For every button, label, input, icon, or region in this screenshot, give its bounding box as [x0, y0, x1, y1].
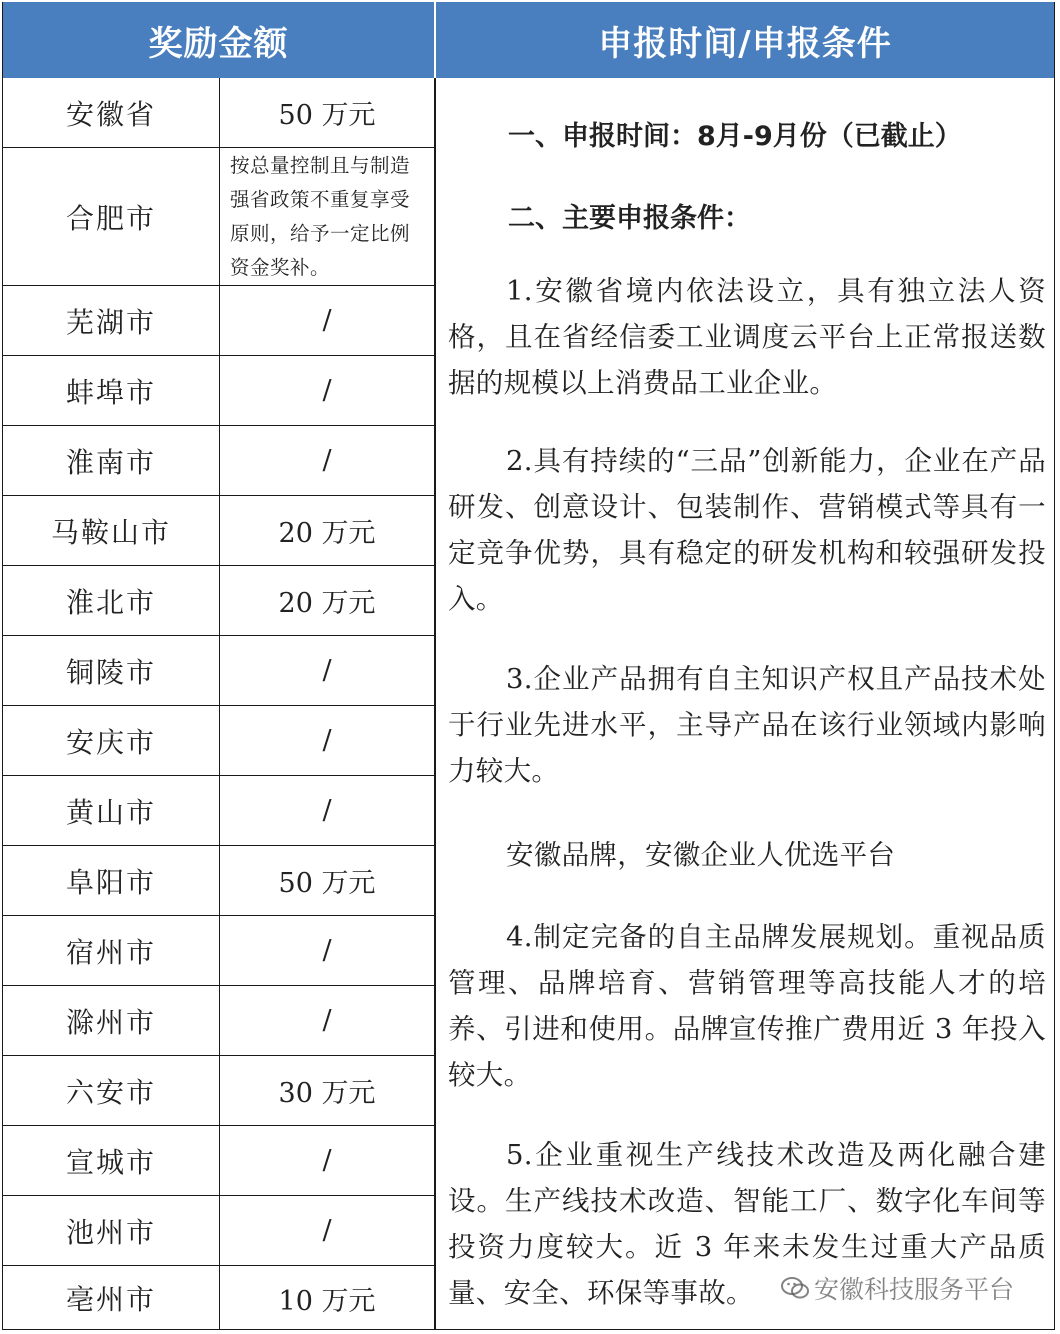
- amount-cell: /: [322, 795, 332, 826]
- condition-item-4: 4.制定完备的自主品牌发展规划。重视品质管理、品牌培育、营销管理等高技能人才的培养、引进和使用。品牌宣传推广费用近 3 年投入较大。: [448, 921, 1046, 1091]
- table-row: [3, 706, 434, 776]
- city-cell: 芜湖市: [3, 286, 220, 355]
- city-cell: 安庆市: [3, 706, 220, 775]
- table-row: [3, 356, 434, 426]
- amount-cell: /: [322, 305, 332, 336]
- table-row: [3, 1196, 434, 1266]
- amount-cell: 按总量控制且与制造强省政策不重复享受原则，给予一定比例资金奖补。: [230, 153, 411, 279]
- city-cell: 黄山市: [3, 776, 220, 845]
- table-row: [3, 916, 434, 986]
- city-cell: 阜阳市: [3, 846, 220, 915]
- condition-item-3: 3.企业产品拥有自主知识产权且产品技术处于行业先进水平，主导产品在该行业领域内影响力较大。: [448, 663, 1046, 787]
- table-row: [3, 566, 434, 636]
- amount-cell: 10 万元: [278, 1285, 376, 1317]
- amount-cell: /: [322, 935, 332, 966]
- city-cell: 蚌埠市: [3, 356, 220, 425]
- city-cell: 池州市: [3, 1196, 220, 1265]
- city-cell: 亳州市: [3, 1266, 220, 1330]
- table-row: [3, 1056, 434, 1126]
- city-cell: 铜陵市: [3, 636, 220, 705]
- table-row: [3, 148, 434, 286]
- amount-cell: 20 万元: [278, 588, 376, 619]
- application-time-heading: 一、申报时间：8月-9月份（已截止）: [508, 121, 962, 152]
- city-cell: 六安市: [3, 1056, 220, 1125]
- amount-cell: /: [322, 1145, 332, 1176]
- watermark: [780, 1270, 1014, 1306]
- header-application-time-conditions: 申报时间/申报条件: [436, 2, 1054, 78]
- amount-cell: /: [322, 375, 332, 406]
- city-cell: 淮南市: [3, 426, 220, 495]
- main-conditions-heading: 二、主要申报条件：: [508, 203, 751, 234]
- table-row: [3, 286, 434, 356]
- city-cell: 宣城市: [3, 1126, 220, 1195]
- city-cell: 宿州市: [3, 916, 220, 985]
- table-row: [3, 426, 434, 496]
- table-row: [3, 1266, 434, 1330]
- table-row: [3, 776, 434, 846]
- amount-cell: /: [322, 1215, 332, 1246]
- city-cell: 滁州市: [3, 986, 220, 1055]
- watermark-text: 安徽科技服务平台: [814, 1275, 1015, 1304]
- city-cell: 马鞍山市: [3, 496, 220, 565]
- brand-slogan: 安徽品牌，安徽企业人优选平台: [506, 839, 896, 871]
- table-row: [3, 846, 434, 916]
- amount-cell: 20 万元: [278, 518, 376, 549]
- amount-cell: 30 万元: [278, 1078, 376, 1109]
- city-cell: 合肥市: [3, 148, 220, 285]
- condition-item-1: 1.安徽省境内依法设立，具有独立法人资格，且在省经信委工业调度云平台上正常报送数据的规模以上消费品工业企业。: [448, 275, 1046, 399]
- header-reward-amount: 奖励金额: [3, 2, 434, 78]
- amount-cell: 50 万元: [278, 100, 376, 131]
- table-row: [3, 1126, 434, 1196]
- condition-item-2: 2.具有持续的“三品”创新能力，企业在产品研发、创意设计、包装制作、营销模式等具有一定竞争优势，具有稳定的研发机构和较强研发投入。: [448, 445, 1046, 615]
- table-row: [3, 496, 434, 566]
- amount-cell: /: [322, 1005, 332, 1036]
- condition-item-5: 5.企业重视生产线技术改造及两化融合建设。生产线技术改造、智能工厂、数字化车间等投资力度较大。近 3 年来未发生过重大产品质量、安全、环保等事故。: [448, 1139, 1046, 1309]
- city-cell: 安徽省: [3, 78, 220, 147]
- table-row: [3, 986, 434, 1056]
- amount-cell: /: [322, 445, 332, 476]
- wechat-icon: [780, 1275, 810, 1301]
- city-cell: 淮北市: [3, 566, 220, 635]
- amount-cell: /: [322, 655, 332, 686]
- amount-cell: /: [322, 725, 332, 756]
- table-row: [3, 78, 434, 148]
- column-separator: [434, 78, 436, 1330]
- table-row: [3, 636, 434, 706]
- amount-cell: 50 万元: [278, 868, 376, 899]
